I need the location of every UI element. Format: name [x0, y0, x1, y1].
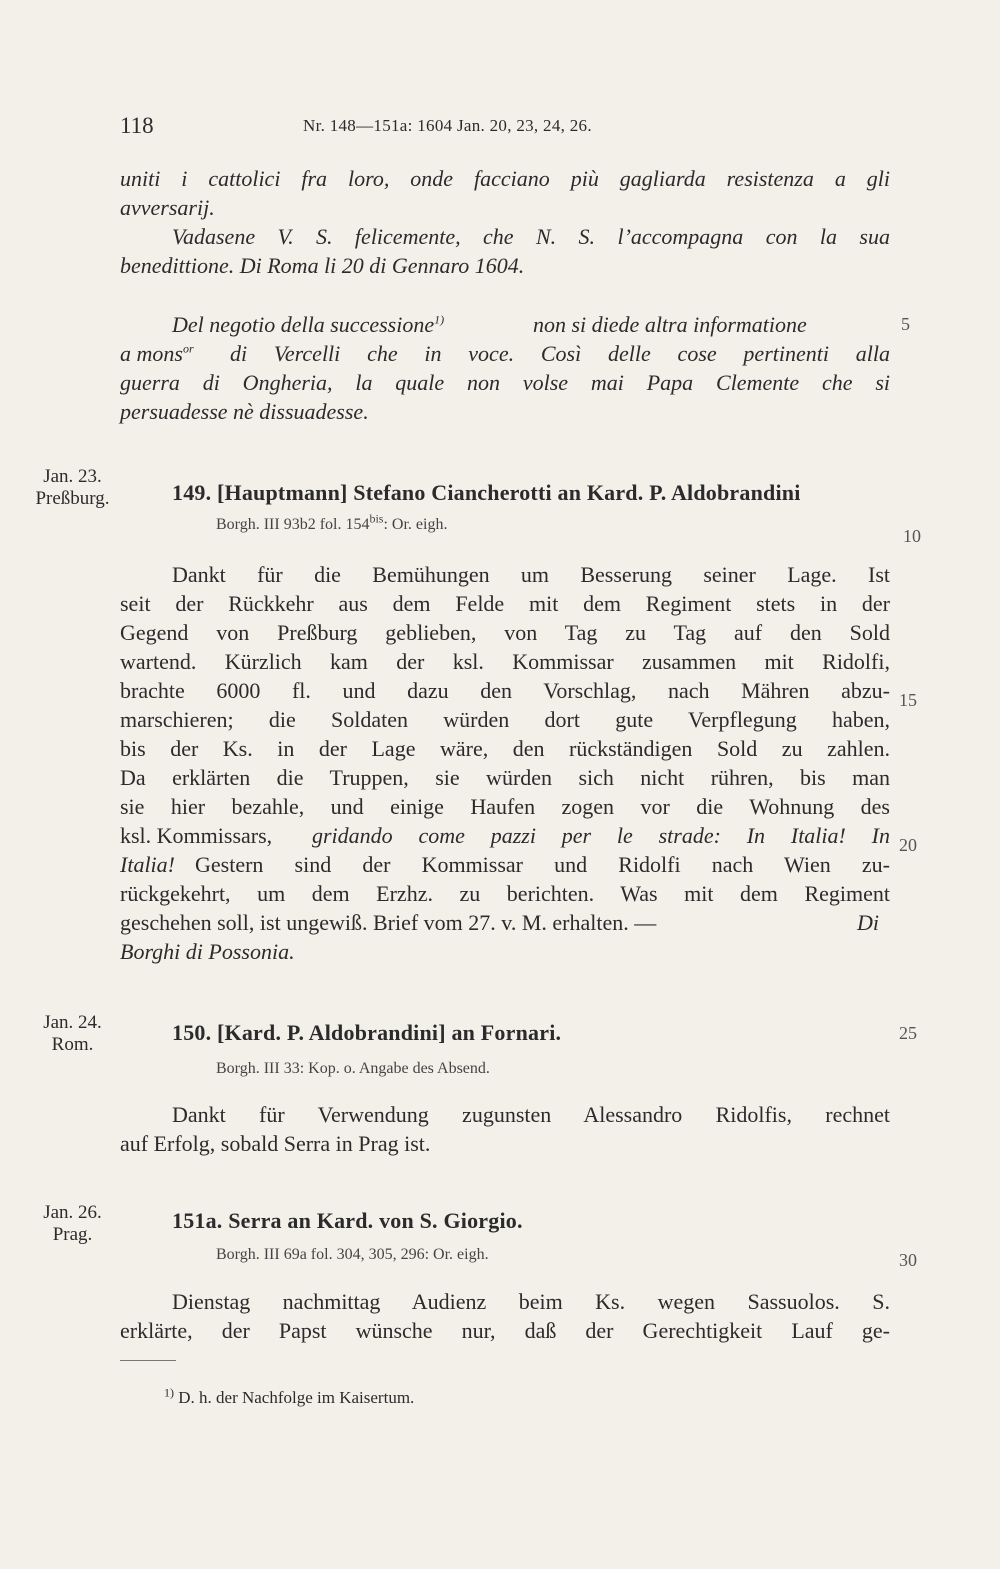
intro-line-7: guerra di Ongheria, la quale non volse mai Papa Clemente che si [120, 370, 890, 395]
running-header: Nr. 148—151a: 1604 Jan. 20, 23, 24, 26. [303, 116, 592, 135]
line-number: 15 [899, 690, 917, 710]
source-reference: Borgh. III 69a fol. 304, 305, 296: Or. eigh. [216, 1246, 489, 1263]
entry-title: [Hauptmann] Stefano Ciancherotti an Kard. P. Aldobrandini [217, 480, 801, 505]
footnote [164, 1385, 415, 1408]
body-line: seit der Rückkehr aus dem Felde mit dem Regiment stets in der [120, 591, 890, 616]
source-reference [216, 511, 448, 534]
intro-line-5 [172, 312, 444, 338]
body-line-italic: Borghi di Possonia. [120, 939, 295, 964]
intro-line-4: benedittione. Di Roma li 20 di Gennaro 1604. [120, 253, 525, 278]
line-number: 25 [899, 1023, 917, 1043]
body-line: bis der Ks. in der Lage wäre, den rückständigen Sold zu zahlen. [120, 736, 890, 761]
intro-text: Del negotio della successione [172, 312, 435, 337]
intro-line-3: Vadasene V. S. felicemente, che N. S. l’accompagna con la sua [172, 224, 890, 249]
date: Jan. 26. [43, 1202, 102, 1223]
entry-title: Serra an Kard. von S. Giorgio. [228, 1208, 523, 1233]
intro-line-6a [120, 341, 194, 367]
intro-line-5b: non si diede altra informatione [533, 312, 807, 337]
body-line: Gestern sind der Kommissar und Ridolfi nach Wien zu- [195, 852, 890, 877]
footnote-rule [120, 1360, 176, 1361]
footnote-mark: 1) [164, 1385, 174, 1400]
line-number: 10 [903, 526, 921, 546]
body-line: erklärte, der Papst wünsche nur, daß der Gerechtigkeit Lauf ge- [120, 1318, 890, 1343]
place: Rom. [51, 1034, 94, 1055]
body-line: marschieren; die Soldaten würden dort gute Verpflegung haben, [120, 707, 890, 732]
intro-text: a mons [120, 341, 183, 366]
line-number: 5 [901, 314, 910, 334]
body-line: rückgekehrt, um dem Erzhz. zu berichten. Was mit dem Regiment [120, 881, 890, 906]
margin-date [20, 466, 125, 510]
intro-line-8: persuadesse nè dissuadesse. [120, 399, 369, 424]
body-line: wartend. Kürzlich kam der ksl. Kommissar zusammen mit Ridolfi, [120, 649, 890, 674]
superscript: or [182, 341, 194, 356]
intro-line-6b: di Vercelli che in voce. Così delle cose pertinenti alla [230, 341, 890, 366]
intro-line-1: uniti i cattolici fra loro, onde facciano più gagliarda resistenza a gli [120, 166, 890, 191]
entry-title: [Kard. P. Aldobrandini] an Fornari. [217, 1020, 562, 1045]
footnote-ref: 1) [434, 312, 445, 327]
entry-number: 149. [172, 480, 212, 505]
entry-heading [172, 1208, 523, 1234]
margin-date [20, 1012, 125, 1056]
body-line-italic: gridando come pazzi per le strade: In Italia! In [312, 823, 890, 848]
entry-number: 150. [172, 1020, 212, 1045]
body-line-italic: Italia! [120, 852, 175, 877]
body-line: brachte 6000 fl. und dazu den Vorschlag, nach Mähren abzu- [120, 678, 890, 703]
date: Jan. 23. [43, 466, 102, 487]
source-text: : Or. eigh. [383, 516, 448, 533]
body-line-italic: Di [857, 910, 879, 935]
body-line: Gegend von Preßburg geblieben, von Tag zu Tag auf den Sold [120, 620, 890, 645]
body-line: Dankt für Verwendung zugunsten Alessandro Ridolfis, rechnet [172, 1102, 890, 1127]
footnote-text: D. h. der Nachfolge im Kaisertum. [178, 1388, 415, 1407]
body-line: Da erklärten die Truppen, sie würden sich nicht rühren, bis man [120, 765, 890, 790]
superscript: bis [369, 511, 384, 526]
entry-number: 151a. [172, 1208, 223, 1233]
source-reference: Borgh. III 33: Kop. o. Angabe des Absend. [216, 1060, 490, 1077]
place: Prag. [52, 1224, 93, 1245]
body-line: auf Erfolg, sobald Serra in Prag ist. [120, 1131, 431, 1156]
body-line: Dankt für die Bemühungen um Besserung seiner Lage. Ist [172, 562, 890, 587]
place: Preßburg. [35, 488, 110, 509]
body-line: geschehen soll, ist ungewiß. Brief vom 27. v. M. erhalten. — [120, 910, 657, 935]
line-number: 20 [899, 835, 917, 855]
intro-line-2: avversarij. [120, 195, 215, 220]
body-line: sie hier bezahle, und einige Haufen zogen vor die Wohnung des [120, 794, 890, 819]
date: Jan. 24. [43, 1012, 102, 1033]
entry-heading [172, 480, 801, 506]
page-number: 118 [120, 113, 154, 138]
source-text: Borgh. III 93b2 fol. 154 [216, 516, 370, 533]
margin-date [20, 1202, 125, 1246]
entry-heading [172, 1020, 561, 1046]
body-line: Dienstag nachmittag Audienz beim Ks. wegen Sassuolos. S. [172, 1289, 890, 1314]
body-line: ksl. Kommissars, [120, 823, 273, 848]
line-number: 30 [899, 1250, 917, 1270]
